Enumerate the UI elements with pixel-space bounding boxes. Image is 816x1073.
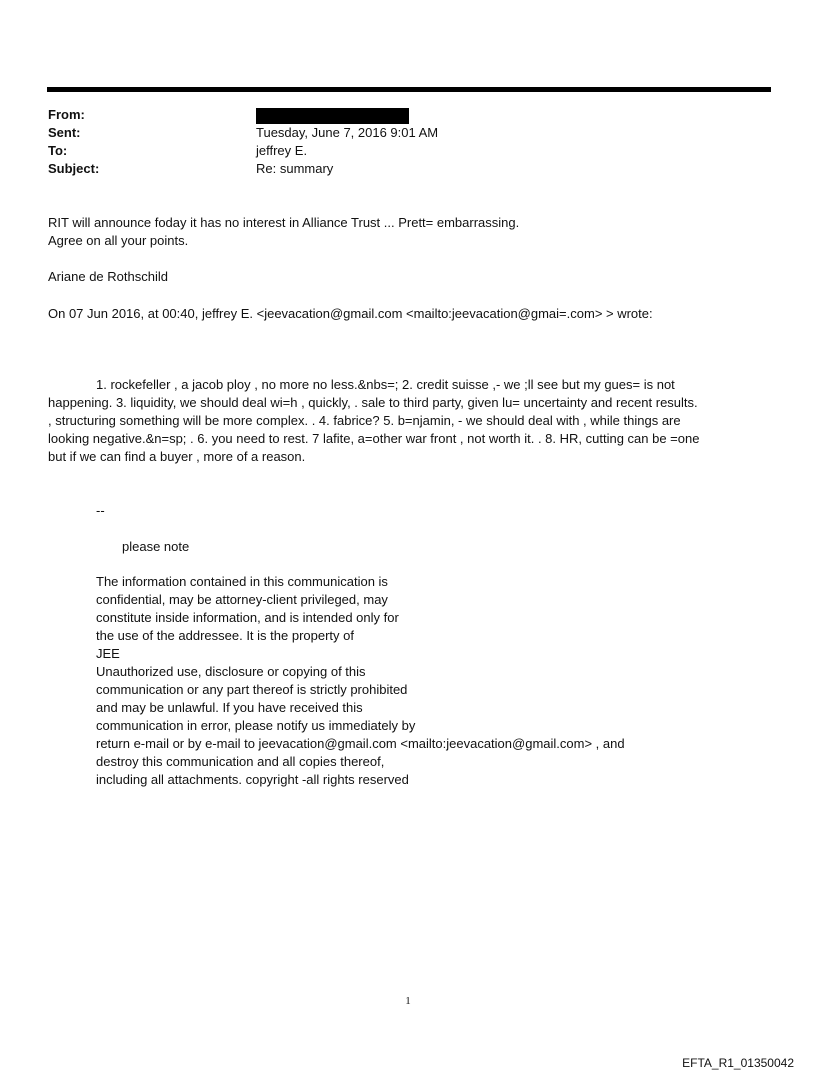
message-line-2: Agree on all your points.: [48, 233, 189, 248]
quoted-line: looking negative.&n=sp; . 6. you need to rest. 7 lafite, a=other war front , not worth it. . 8. HR, cutting can be =one: [48, 431, 700, 446]
please-note: please note: [122, 539, 190, 554]
sent-value: Tuesday, June 7, 2016 9:01 AM: [256, 125, 439, 140]
subject-value: Re: summary: [256, 161, 334, 176]
message-line-1: RIT will announce foday it has no interest in Alliance Trust ... Prett= embarrassing.: [48, 215, 520, 230]
header-rule: [47, 87, 771, 92]
quoted-line: 1. rockefeller , a jacob ploy , no more no less.&nbs=; 2. credit suisse ,- we ;ll see but my gues= is not: [96, 377, 675, 392]
disclaimer-line: The information contained in this communication is: [96, 574, 388, 589]
quoted-line: happening. 3. liquidity, we should deal wi=h , quickly, . sale to third party, given lu= uncertainty and recent results.: [48, 395, 698, 410]
to-label: To:: [48, 143, 68, 158]
page-number: 1: [405, 995, 411, 1007]
disclaimer-line: confidential, may be attorney-client privileged, may: [96, 592, 388, 607]
bates-number: EFTA_R1_01350042: [682, 1056, 794, 1070]
disclaimer-line: return e-mail or by e-mail to jeevacation@gmail.com <mailto:jeevacation@gmail.com> , and: [96, 736, 625, 751]
disclaimer: [96, 573, 625, 789]
disclaimer-line: the use of the addressee. It is the property of: [96, 628, 354, 643]
disclaimer-line: communication or any part thereof is strictly prohibited: [96, 682, 408, 697]
disclaimer-line: JEE: [96, 646, 120, 661]
disclaimer-line: constitute inside information, and is intended only for: [96, 610, 399, 625]
disclaimer-line: communication in error, please notify us immediately by: [96, 718, 416, 733]
quote-intro: On 07 Jun 2016, at 00:40, jeffrey E. <jeevacation@gmail.com <mailto:jeevacation@gmai=.com> > wrote:: [48, 306, 653, 321]
sig-dashes: --: [96, 503, 105, 518]
disclaimer-line: and may be unlawful. If you have received this: [96, 700, 363, 715]
subject-label: Subject:: [48, 161, 100, 176]
signature: Ariane de Rothschild: [48, 269, 168, 284]
disclaimer-line: destroy this communication and all copies thereof,: [96, 754, 385, 769]
redaction-box: [256, 108, 409, 124]
to-value: jeffrey E.: [256, 143, 308, 158]
quoted-paragraph: [48, 376, 764, 466]
disclaimer-line: Unauthorized use, disclosure or copying of this: [96, 664, 366, 679]
from-label: From:: [48, 107, 85, 122]
disclaimer-line: including all attachments. copyright -all rights reserved: [96, 772, 409, 787]
sent-label: Sent:: [48, 125, 81, 140]
quoted-line: , structuring something will be more complex. . 4. fabrice? 5. b=njamin, - we should deal with , while things are: [48, 413, 681, 428]
quoted-line: but if we can find a buyer , more of a reason.: [48, 449, 306, 464]
